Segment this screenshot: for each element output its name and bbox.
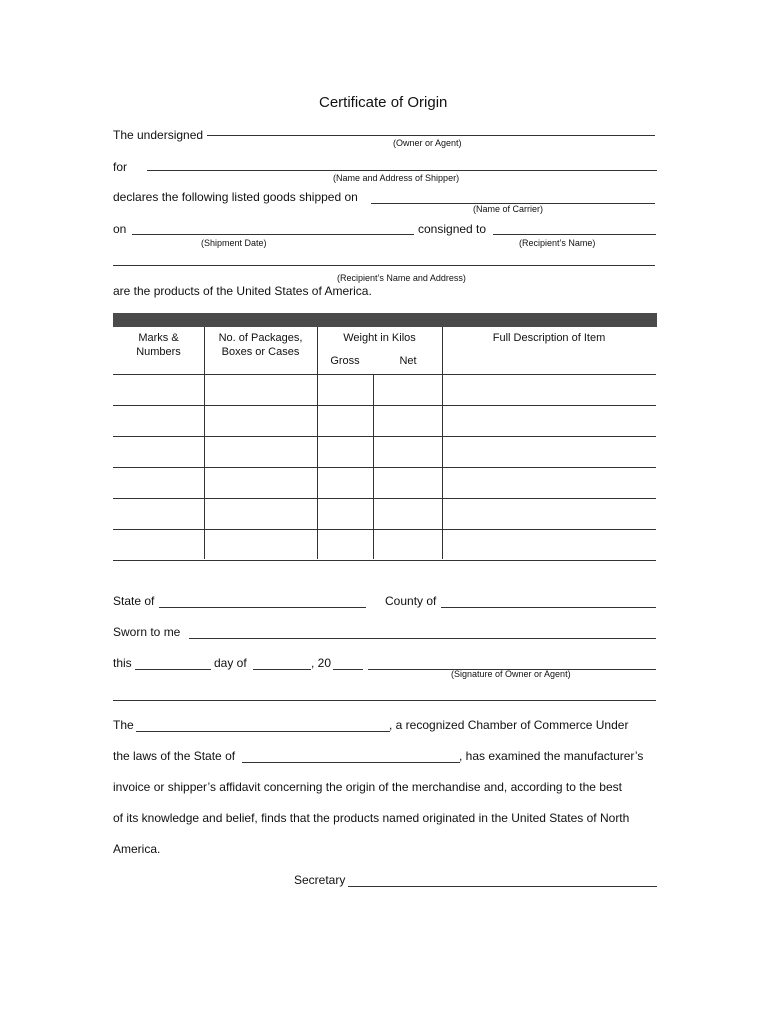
recipient-address-field[interactable] — [113, 265, 655, 266]
owner-agent-caption: (Owner or Agent) — [393, 138, 462, 148]
chamber-name-field[interactable] — [136, 731, 390, 732]
table-col-divider — [204, 327, 205, 559]
county-field[interactable] — [441, 607, 656, 608]
table-row — [113, 467, 656, 468]
this-label: this — [113, 656, 132, 670]
table-row — [113, 405, 656, 406]
day-of-label: day of — [214, 656, 247, 670]
shipper-field[interactable] — [147, 170, 657, 171]
for-label: for — [113, 160, 128, 174]
undersigned-label: The undersigned — [113, 128, 204, 142]
month-field[interactable] — [253, 669, 311, 670]
header-marks-line1: Marks & — [138, 332, 179, 344]
header-packages-line1: No. of Packages, — [218, 332, 303, 344]
secretary-signature-field[interactable] — [348, 886, 657, 887]
table-row — [113, 498, 656, 499]
recipient-name-caption: (Recipient’s Name) — [519, 238, 596, 248]
shipment-date-caption: (Shipment Date) — [201, 238, 267, 248]
table-header-bar — [113, 313, 657, 327]
year-field[interactable] — [333, 669, 363, 670]
page-title: Certificate of Origin — [319, 94, 448, 111]
state-field[interactable] — [159, 607, 366, 608]
chamber-state-field[interactable] — [242, 762, 460, 763]
signature-extra-line[interactable] — [113, 700, 656, 701]
header-description: Full Description of Item — [492, 332, 606, 344]
secretary-label: Secretary — [294, 873, 346, 887]
shipper-caption: (Name and Address of Shipper) — [333, 173, 460, 183]
on-label: on — [113, 222, 127, 236]
header-packages-line2: Boxes or Cases — [221, 346, 300, 358]
table-row — [113, 529, 656, 530]
recipient-name-field[interactable] — [493, 234, 656, 235]
recipient-address-caption: (Recipient’s Name and Address) — [337, 273, 466, 283]
state-label: State of — [113, 594, 155, 608]
chamber-the-label: The — [113, 718, 134, 732]
chamber-line5: America. — [113, 842, 161, 856]
chamber-examined-text: , has examined the manufacturer’s — [459, 749, 644, 763]
header-net: Net — [399, 355, 417, 367]
header-marks — [113, 331, 204, 359]
sworn-label: Sworn to me — [113, 625, 181, 639]
table-row — [113, 374, 656, 375]
chamber-recognized-text: , a recognized Chamber of Commerce Under — [389, 718, 629, 732]
declares-label: declares the following listed goods shipped on — [113, 190, 358, 204]
signature-caption: (Signature of Owner or Agent) — [451, 669, 571, 679]
carrier-caption: (Name of Carrier) — [473, 204, 544, 214]
consigned-label: consigned to — [418, 222, 487, 236]
day-field[interactable] — [135, 669, 211, 670]
shipment-date-field[interactable] — [132, 234, 414, 235]
year-label: , 20 — [311, 656, 332, 670]
owner-agent-field[interactable] — [207, 135, 655, 136]
products-statement: are the products of the United States of America. — [113, 284, 372, 298]
table-row — [113, 560, 656, 561]
chamber-laws-label: the laws of the State of — [113, 749, 236, 763]
header-weight: Weight in Kilos — [343, 332, 416, 344]
sworn-field[interactable] — [189, 638, 656, 639]
table-col-divider — [442, 327, 443, 559]
header-marks-line2: Numbers — [136, 346, 181, 358]
table-row — [113, 436, 656, 437]
chamber-line4: of its knowledge and belief, finds that the products named originated in the United States of North — [113, 811, 630, 825]
header-gross: Gross — [330, 355, 360, 367]
header-packages — [204, 331, 317, 359]
county-label: County of — [385, 594, 437, 608]
chamber-line3: invoice or shipper’s affidavit concerning the origin of the merchandise and, according to the best — [113, 780, 622, 794]
